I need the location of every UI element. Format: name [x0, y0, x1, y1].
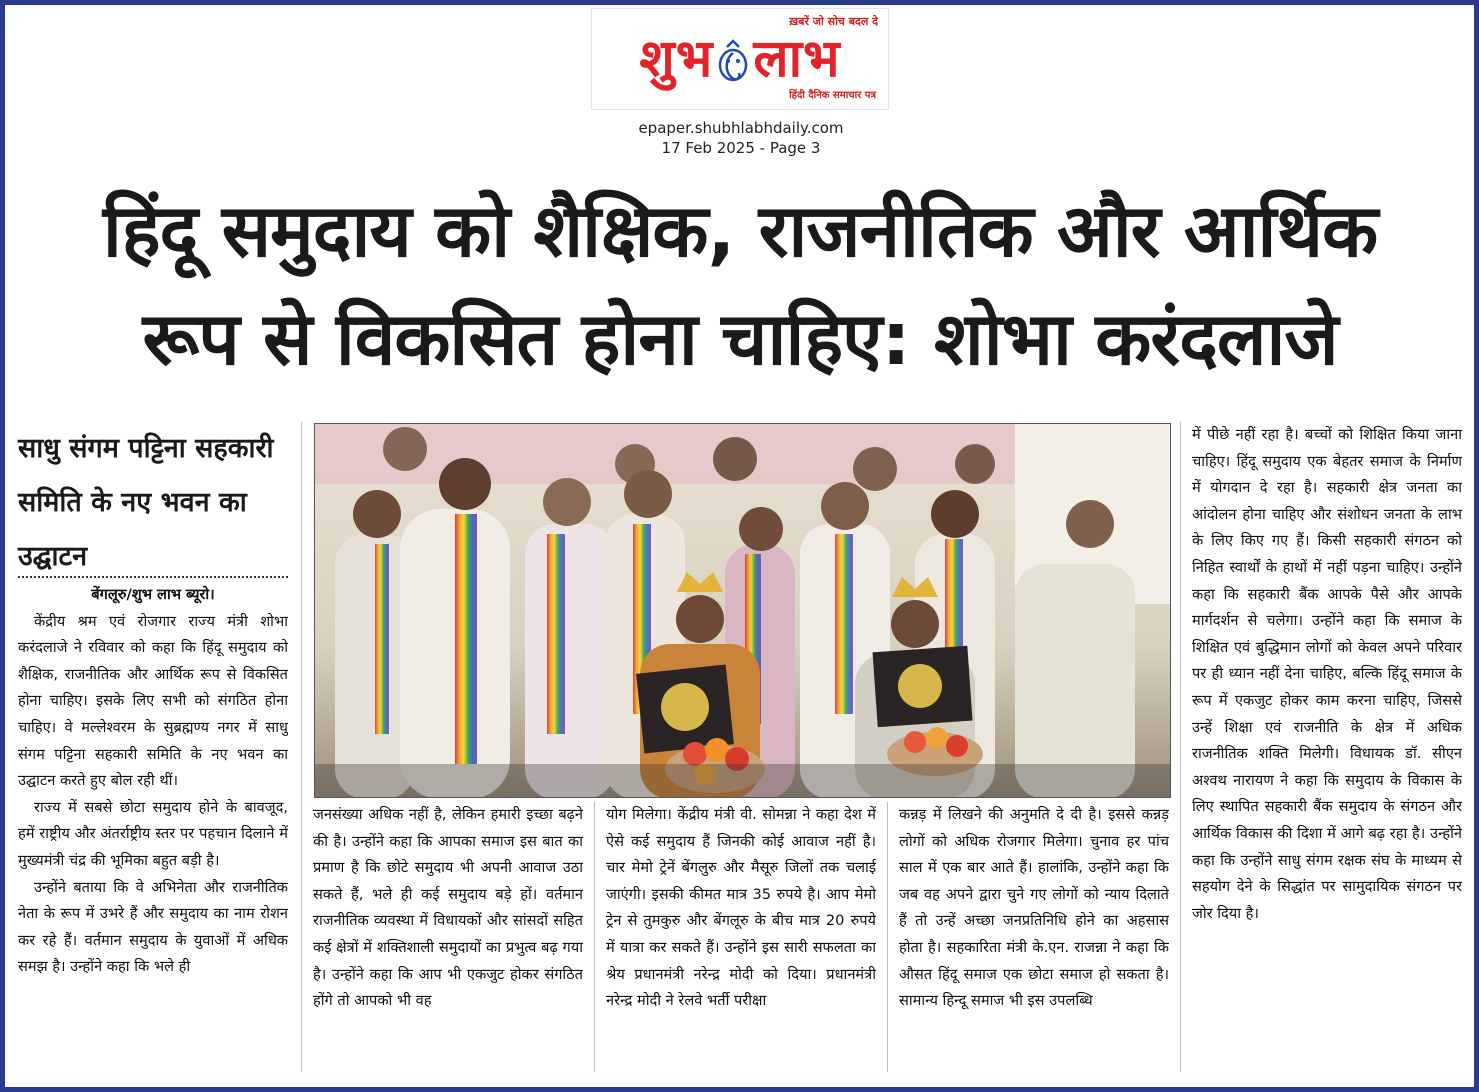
masthead-tagline: ख़बरें जो सोच बदल दे: [789, 15, 878, 28]
column-1-paragraph-3: उन्होंने बताया कि वे अभिनेता और राजनीतिक नेता के रूप में उभरे हैं और समुदाय का नाम रोशन कर रहे हैं। वर्तमान समुदाय के युवाओं में अधिक समझ है। उन्होंने कहा कि भले ही: [18, 878, 288, 976]
source-info: [590, 118, 892, 158]
column-3-text: योग मिलेगा। केंद्रीय मंत्री वी. सोमन्ना ने कहा देश में ऐसे कई समुदाय हैं जिनकी कोई आवाज नहीं है। चार मेमो ट्रेनें बेंगलुरु और मैसूरु जिलों तक चलाई जाएंगी। इसकी कीमत मात्र 35 रुपये है। आप मेमो ट्रेन से तुमकुरु और बेंगलूरु के बीच मात्र 20 रुपये में यात्रा कर सकते हैं। उन्होंने इस सारी सफलता का श्रेय प्रधानमंत्री नरेन्द्र मोदी को दिया। प्रधानमंत्री नरेन्द्र मोदी ने रेलवे भर्ती परीक्षा: [606, 806, 876, 1010]
column-divider: [1180, 422, 1181, 1072]
article-column-4: [899, 802, 1169, 1072]
column-divider: [887, 802, 888, 1072]
source-site[interactable]: epaper.shubhlabhdaily.com: [638, 119, 844, 137]
masthead-logo: [591, 8, 889, 110]
subheadline: साधु संगम पट्टिना सहकारी समिति के नए भवन का उद्घाटन: [18, 433, 274, 572]
article-column-2: [313, 802, 583, 1072]
article-column-5: [1192, 422, 1462, 1072]
event-photo: [314, 423, 1171, 798]
headline: [20, 178, 1460, 394]
source-date-page: 17 Feb 2025 - Page 3: [661, 139, 821, 157]
masthead-subtitle: हिंदी दैनिक समाचार पत्र: [789, 90, 876, 101]
ganesha-logo-icon: [711, 37, 755, 87]
column-5-text: में पीछे नहीं रहा है। बच्चों को शिक्षित किया जाना चाहिए। हिंदू समुदाय एक बेहतर समाज के निर्माण में योगदान दे रहा है। सहकारी क्षेत्र जनता का आंदोलन होना चाहिए और संशोधन जनता के लाभ के लिए किए गए हैं। किसी सहकारी संगठन को निहित स्वार्थों के हाथों में नहीं पड़ना चाहिए। उन्होंने कहा कि सहकारी बैंक आपके पैसे और आपके मार्गदर्शन से चलेगा। उन्होंने कहा कि समाज के शिक्षित एवं बुद्धिमान लोगों को केवल अपने परिवार पर ही ध्यान नहीं देना चाहिए, बल्कि हिंदू समाज के रूप में एकजुट होकर काम करना चाहिए, जिससे उन्हें शिक्षा एवं राजनीति के क्षेत्र में अधिक राजनीतिक शक्ति मिलेगी। विधायक डॉ. सीएन अश्वथ नारायण ने कहा कि समुदाय के विकास के लिए स्थापित सहकारी बैंक समुदाय के संगठन और आर्थिक विकास की दिशा में आगे बढ़ रहा है। उन्होंने कहा कि उन्होंने साधु संगम रक्षक संघ के माध्यम से सहयोग देने के सिद्धांत पर सामुदायिक संगठन पर जोर दिया है।: [1192, 426, 1462, 922]
column-1-paragraph-1: केंद्रीय श्रम एवं रोजगार राज्य मंत्री शोभा करंदलाजे ने रविवार को कहा कि हिंदू समुदाय को शैक्षिक, राजनीतिक और आर्थिक रूप से विकसित होना चाहिए। इसके लिए सभी को संगठित होना चाहिए। वे मल्लेश्वरम के सुब्रह्मण्य नगर में साधु संगम पट्टिना सहकारी समिति के नए भवन का उद्घाटन करते हुए बोल रही थीं।: [18, 612, 288, 790]
article-column-3: [606, 802, 876, 1072]
article-column-1: [18, 582, 288, 1072]
brand-name-left: शुभ: [639, 29, 714, 89]
headline-line-2: रूप से विकसित होना चाहिए: शोभा करंदलाजे: [142, 297, 1338, 382]
subheadline-divider: [18, 576, 288, 578]
column-divider: [301, 422, 302, 1072]
column-divider: [594, 802, 595, 1072]
column-4-text: कन्नड़ में लिखने की अनुमति दे दी है। इससे कन्नड़ लोगों को अधिक रोजगार मिलेगा। चुनाव हर पांच साल में एक बार आते हैं। हालांकि, उन्होंने कहा कि जब वह अपने द्वारा चुने गए लोगों को न्याय दिलाते हैं तो उन्हें अच्छा जनप्रतिनिधि होने का अहसास होता है। सहकारिता मंत्री के.एन. राजन्ना ने कहा कि औसत हिंदू समाज एक छोटा समाज हो सकता है। सामान्य हिन्दू समाज भी इस उपलब्धि: [899, 806, 1169, 1010]
headline-line-1: हिंदू समुदाय को शैक्षिक, राजनीतिक और आर्थिक: [102, 189, 1378, 274]
brand-name-right: लाभ: [753, 29, 841, 89]
column-1-paragraph-2: राज्य में सबसे छोटा समुदाय होने के बावजूद, हमें राष्ट्रीय और अंतर्राष्ट्रीय स्तर पर पहचान दिलाने में मुख्यमंत्री चंद्र की भूमिका बहुत बड़ी है।: [18, 798, 288, 869]
byline: बेंगलूरु/शुभ लाभ ब्यूरो।: [91, 586, 215, 603]
column-2-text: जनसंख्या अधिक नहीं है, लेकिन हमारी इच्छा बढ़ने की है। उन्होंने कहा कि आपका समाज इस बात का प्रमाण है कि छोटे समुदाय भी अपनी आवाज उठा सकते हैं, भले ही कई समुदाय बड़े हों। वर्तमान राजनीतिक व्यवस्था में विधायकों और सांसदों सहित कई क्षेत्रों में शक्तिशाली समुदायों का प्रभुत्व बढ़ गया है। उन्होंने कहा कि आप भी एकजुट होकर संगठित होंगे तो आपको भी वह: [313, 806, 583, 1010]
brand-name: [592, 29, 888, 89]
